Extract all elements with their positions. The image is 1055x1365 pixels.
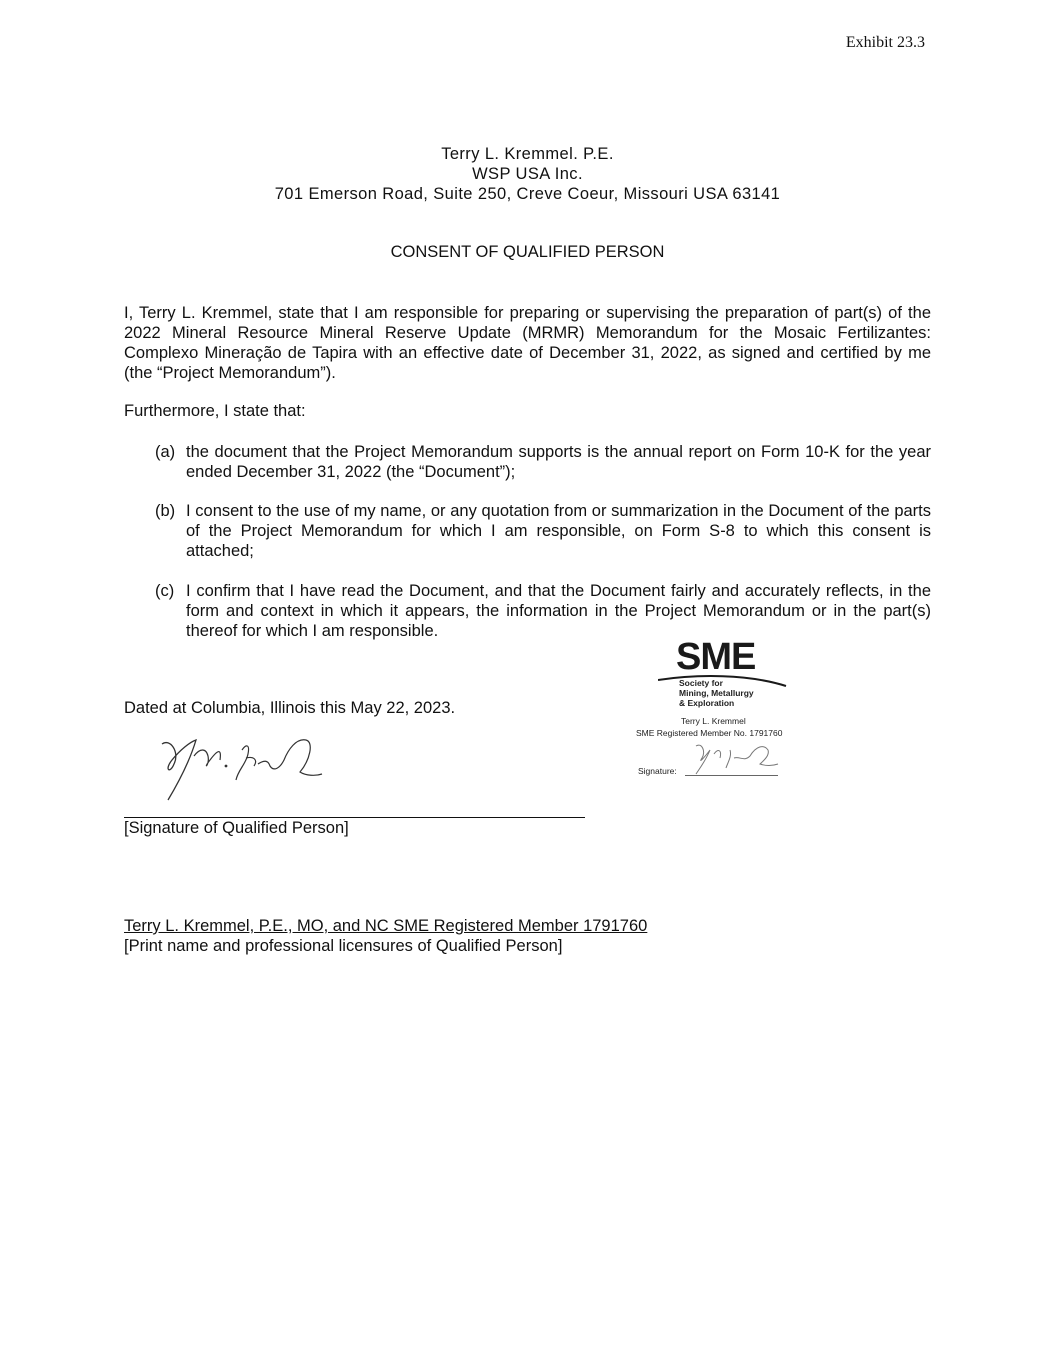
- list-item-c: [155, 581, 931, 641]
- item-text: I confirm that I have read the Document, and that the Document fairly and accurately reflects, in the form and context in which it appears, the information in the Project Memorandum or in the part(s) thereof for which I am responsible.: [186, 582, 931, 640]
- sme-logo: SME: [676, 636, 756, 678]
- item-text: the document that the Project Memorandum supports is the annual report on Form 10-K for the year ended December 31, 2022 (the “Document”);: [186, 443, 931, 481]
- intro-paragraph: I, Terry L. Kremmel, state that I am responsible for preparing or supervising the preparation of part(s) of the 2022 Mineral Resource Mineral Reserve Update (MRMR) Memorandum for the Mosaic Fertilizantes: Complexo Mineração de Tapira with an effective date of December 31, 2022, as signed and certified by me (the “Project Memorandum”).: [124, 304, 931, 382]
- sme-seal: [628, 636, 803, 786]
- sme-org-line1: Society for: [679, 678, 723, 688]
- author-name: Terry L. Kremmel. P.E.: [441, 145, 614, 163]
- company-name: WSP USA Inc.: [472, 165, 583, 183]
- list-item-b: [155, 501, 931, 561]
- item-text: I consent to the use of my name, or any quotation from or summarization in the Document of the parts of the Project Memorandum for which I am responsible, on Form S-8 to which this consent is attached;: [186, 502, 931, 560]
- exhibit-number: Exhibit 23.3: [845, 34, 925, 51]
- furthermore-line: Furthermore, I state that:: [124, 402, 306, 420]
- signature-caption: [Signature of Qualified Person]: [124, 819, 349, 837]
- sme-member-number: SME Registered Member No. 1791760: [636, 728, 783, 738]
- sme-signature-label: Signature:: [638, 766, 677, 776]
- print-caption: [Print name and professional licensures of Qualified Person]: [124, 937, 563, 955]
- dated-line: Dated at Columbia, Illinois this May 22, 2023.: [124, 699, 456, 717]
- document-title: CONSENT OF QUALIFIED PERSON: [390, 243, 665, 261]
- company-address: 701 Emerson Road, Suite 250, Creve Coeur, Missouri USA 63141: [274, 185, 781, 203]
- signature-line: [124, 817, 585, 818]
- sme-org-line2: Mining, Metallurgy: [679, 688, 754, 698]
- sme-signature-mark: [690, 740, 780, 776]
- letterhead: [0, 144, 1055, 204]
- item-label: (a): [155, 443, 176, 461]
- list-item-a: [155, 442, 931, 482]
- handwritten-signature: [150, 730, 330, 810]
- item-label: (b): [155, 502, 176, 520]
- sme-member-name: Terry L. Kremmel: [681, 716, 746, 726]
- print-name: Terry L. Kremmel, P.E., MO, and NC SME Registered Member 1791760: [124, 917, 648, 935]
- item-label: (c): [155, 582, 175, 600]
- sme-org-line3: & Exploration: [679, 698, 735, 708]
